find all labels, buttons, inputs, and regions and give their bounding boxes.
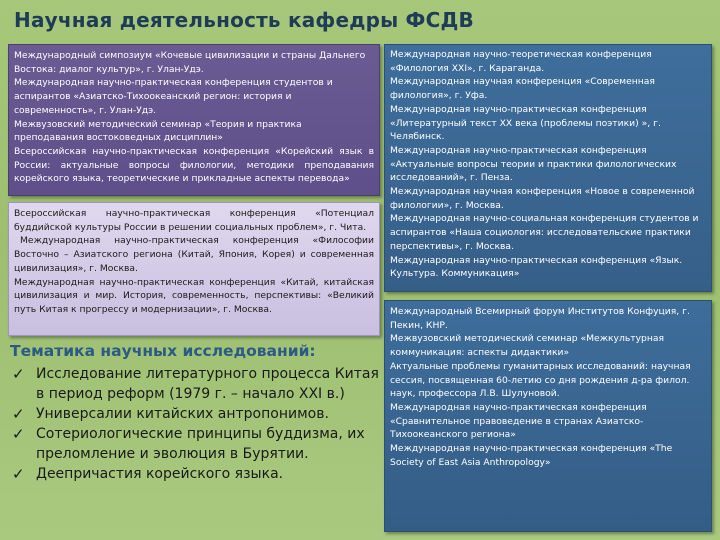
list-item: Международная научно-практическая конференция «Философии Восточно – Азиатского региона (Китай, Япония, Корея) и современная цивилизация», г. Москва. (14, 235, 374, 274)
list-item: Всероссийская научно-практическая конференция «Корейский язык в России: актуальные вопросы филологии, методики преподавания корейского языка, теоретические и прикладные аспекты перевода» (14, 145, 374, 185)
list-item: Международная научно-практическая конференция «Сравнительное правоведение в странах Азиатско-Тихоокеанского региона» (390, 401, 647, 441)
checkmark-icon: ✓ (12, 425, 25, 443)
list-item: Всероссийская научно-практическая конференция «Потенциал буддийской культуры России в решении социальных проблем», г. Чита. (14, 208, 374, 233)
symposium-list-purple (8, 44, 380, 196)
list-item: Международная научно-практическая конференция «Китай, китайская цивилизация и мир. История, современность, перспективы: «Великий путь Китая к прогрессу и модернизации», г. Москва. (14, 276, 374, 315)
list-item: Международная научно-практическая конференция студентов и аспирантов «Азиатско-Тихоокеанский регион: история и современность», г. Улан-Удэ. (14, 77, 333, 116)
checkmark-icon: ✓ (12, 465, 25, 483)
conference-list-blue-top (384, 44, 712, 292)
research-topic-text: Деепричастия корейского языка. (36, 466, 284, 482)
conference-list-lavender (8, 202, 380, 336)
research-topic-item (10, 424, 380, 464)
list-item: Международная научная конференция «Современная филология», г. Уфа. (390, 76, 655, 102)
research-topic-text: Исследование литературного процесса Китая в период реформ (1979 г. – начало XXI в.) (36, 366, 379, 402)
list-item: Международная научная конференция «Новое в современной филологии», г. Москва. (390, 186, 695, 211)
list-item: Международный Всемирный форум Институтов Конфуция, г. Пекин, КНР. (390, 306, 690, 331)
list-item: Международный симпозиум «Кочевые цивилизации и страны Дальнего Востока: диалог культур», г. Улан-Удэ. (14, 50, 366, 75)
page-title: Научная деятельность кафедры ФСДВ (14, 8, 474, 32)
list-item: Международная научно-практическая конференция «Язык. Культура. Коммуникация» (390, 254, 683, 280)
list-item: Международная научно-социальная конференция студентов и аспирантов «Наша социология: исследовательские практики перспективы», г. Москва. (390, 213, 699, 252)
research-topic-text: Сотериологические принципы буддизма, их преломление и эволюция в Бурятии. (36, 426, 365, 462)
list-item: Межвузовский методический семинар «Теория и практика преподавания востоковедных дисциплин» (14, 118, 302, 144)
conference-list-blue-bottom (384, 300, 712, 532)
list-item: Межвузовский методический семинар «Межкультурная коммуникация: аспекты дидактики» (390, 333, 665, 359)
research-topic-text: Универсалии китайских антропонимов. (36, 406, 329, 422)
research-topic-item (10, 404, 380, 424)
research-topics-section (10, 342, 380, 484)
list-item: Актуальные проблемы гуманитарных исследований: научная сессия, посвященная 60-летию со дня рождения д-ра филол. наук, профессора Л.В. Шулуновой. (390, 360, 691, 400)
checkmark-icon: ✓ (12, 365, 25, 383)
list-item: Международная научно-теоретическая конференция «Филология XXI», г. Караганда. (390, 49, 652, 74)
research-topics-list (10, 364, 380, 484)
research-topics-heading: Тематика научных исследований: (10, 342, 316, 360)
research-topic-item (10, 364, 380, 404)
checkmark-icon: ✓ (12, 405, 25, 423)
list-item: Международная научно-практическая конференция «The Society of East Asia Anthropology» (390, 443, 673, 468)
list-item: Международная научно-практическая конференция «Литературный текст XX века (проблемы поэтики) », г. Челябинск. (390, 103, 661, 143)
list-item: Международная научно-практическая конференция «Актуальные вопросы теории и практики филологических исследований», г. Пенза. (390, 144, 677, 184)
research-topic-item (10, 464, 380, 484)
